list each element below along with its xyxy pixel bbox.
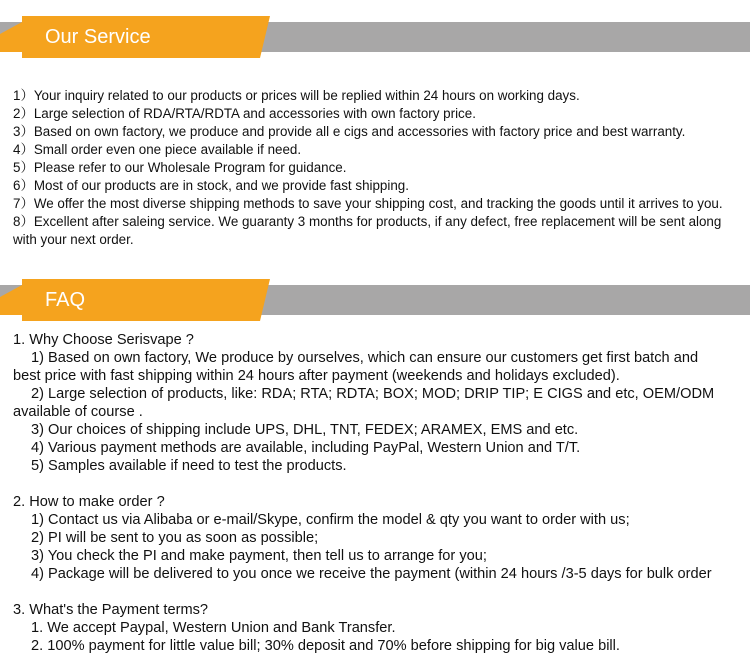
service-item-1: 1）Your inquiry related to our products or prices will be replied within 24 hours on working days. [13,88,580,103]
faq-banner [0,279,750,321]
faq-question-1: 1. Why Choose Serisvape ? [13,332,194,348]
faq-answer: 2. 100% payment for little value bill; 30% deposit and 70% before shipping for big value bill. [31,638,620,654]
service-list [13,87,748,249]
service-item-6: 6）Most of our products are in stock, and we provide fast shipping. [13,178,409,193]
faq-answer: 3) Our choices of shipping include UPS, DHL, TNT, FEDEX; ARAMEX, EMS and etc. [31,422,579,438]
service-item-4: 4）Small order even one piece available if need. [13,142,302,157]
service-title: Our Service [45,26,151,48]
faq-answer: 1) Based on own factory, We produce by ourselves, which can ensure our customers get first batch and [31,350,699,366]
faq-answer: available of course . [13,404,143,420]
service-item-8: 8）Excellent after saleing service. We guaranty 3 months for products, if any defect, free replacement will be sent along [13,214,722,229]
service-item-5: 5）Please refer to our Wholesale Program for guidance. [13,160,347,175]
faq-title: FAQ [45,289,86,311]
service-item-7: 7）We offer the most diverse shipping methods to save your shipping cost, and tracking the goods until it arrives to you. [13,196,723,211]
service-item-2: 2）Large selection of RDA/RTA/RDTA and accessories with own factory price. [13,106,476,121]
faq-answer: 5) Samples available if need to test the products. [31,458,347,474]
faq-answer: 1) Contact us via Alibaba or e-mail/Skype, confirm the model & qty you want to order with us; [31,512,630,528]
faq-question-3: 3. What's the Payment terms? [13,602,209,618]
faq-answer: 3) You check the PI and make payment, then tell us to arrange for you; [31,548,487,564]
service-item-3: 3）Based on own factory, we produce and provide all e cigs and accessories with factory price and best warranty. [13,124,686,139]
faq-answer: 2) Large selection of products, like: RDA; RTA; RDTA; BOX; MOD; DRIP TIP; E CIGS and etc, OEM/ODM [31,386,715,402]
faq-list [13,331,748,655]
faq-answer: best price with fast shipping within 24 hours after payment (weekends and holidays excluded). [13,368,620,384]
service-banner [0,16,750,58]
faq-question-2: 2. How to make order ? [13,494,165,510]
faq-answer: 4) Various payment methods are available, including PayPal, Western Union and T/T. [31,440,581,456]
faq-answer: 1. We accept Paypal, Western Union and Bank Transfer. [31,620,396,636]
faq-answer: 2) PI will be sent to you as soon as possible; [31,530,319,546]
service-item-8-cont: with your next order. [13,232,134,247]
faq-answer: 4) Package will be delivered to you once we receive the payment (within 24 hours /3-5 days for bulk order [31,566,712,582]
